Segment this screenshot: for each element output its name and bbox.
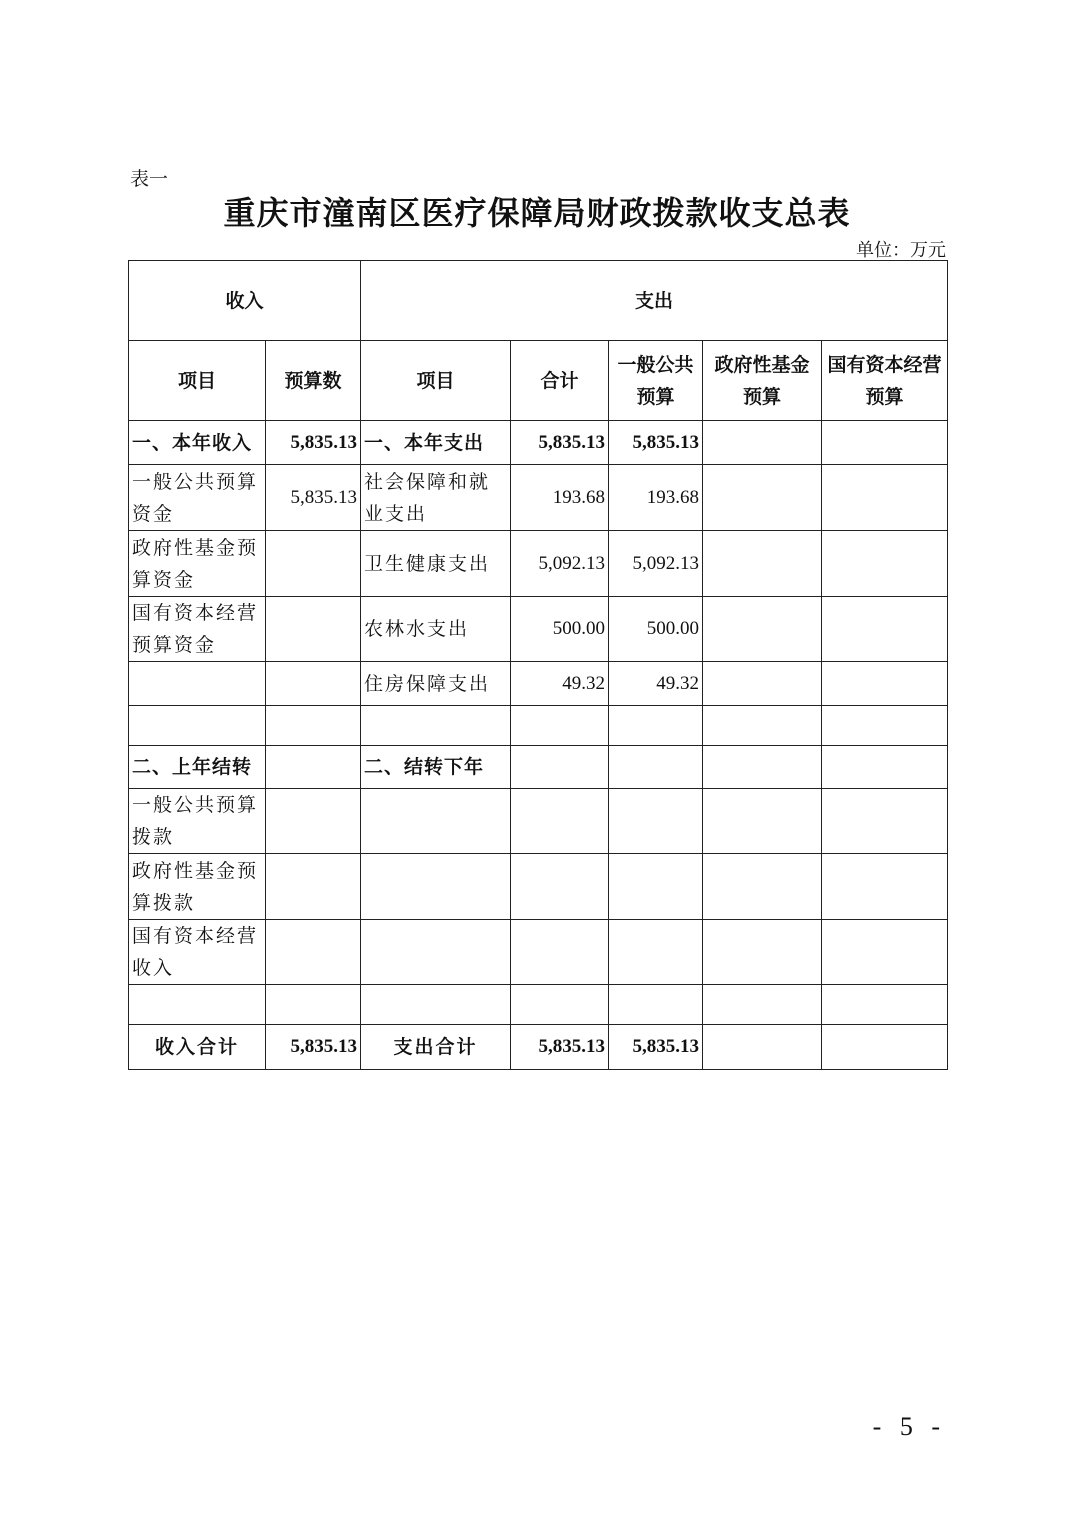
fund-budget	[703, 465, 822, 531]
table-label: 表一	[130, 168, 169, 190]
expense-item	[361, 920, 511, 985]
income-item: 一般公共预算资金	[129, 465, 266, 531]
general-budget: 500.00	[609, 597, 703, 662]
page-number: - 5 -	[872, 1412, 946, 1441]
income-amount	[266, 854, 361, 920]
general-budget	[609, 746, 703, 789]
column-header: 预算数	[266, 341, 361, 421]
income-amount	[266, 789, 361, 854]
general-budget	[609, 985, 703, 1025]
general-budget: 49.32	[609, 662, 703, 706]
income-item: 国有资本经营预算资金	[129, 597, 266, 662]
unit-label: 单位：万元	[856, 240, 946, 261]
expense-total	[511, 854, 609, 920]
income-amount	[266, 662, 361, 706]
expense-total-label: 支出合计	[361, 1025, 511, 1070]
state-capital-budget	[822, 746, 948, 789]
expense-item: 社会保障和就业支出	[361, 465, 511, 531]
expense-total	[511, 789, 609, 854]
table-row	[129, 597, 948, 662]
expense-total: 193.68	[511, 465, 609, 531]
expense-item: 二、结转下年	[361, 746, 511, 789]
income-item	[129, 985, 266, 1025]
table-row	[129, 854, 948, 920]
income-item: 国有资本经营收入	[129, 920, 266, 985]
general-budget: 193.68	[609, 465, 703, 531]
expense-total: 500.00	[511, 597, 609, 662]
expense-total	[511, 920, 609, 985]
expense-total	[511, 706, 609, 746]
general-budget-total: 5,835.13	[609, 1025, 703, 1070]
column-header: 一般公共预算	[609, 341, 703, 421]
state-capital-budget	[822, 662, 948, 706]
general-budget	[609, 706, 703, 746]
fund-budget	[703, 597, 822, 662]
fund-budget	[703, 421, 822, 465]
table-row	[129, 746, 948, 789]
expense-total: 5,835.13	[511, 421, 609, 465]
income-amount	[266, 746, 361, 789]
fund-budget	[703, 854, 822, 920]
income-item: 一般公共预算拨款	[129, 789, 266, 854]
header-row-columns	[129, 341, 948, 421]
document-title: 重庆市潼南区医疗保障局财政拨款收支总表	[223, 194, 851, 232]
general-budget	[609, 854, 703, 920]
state-capital-budget	[822, 706, 948, 746]
state-capital-budget	[822, 421, 948, 465]
fund-budget	[703, 789, 822, 854]
expense-item: 卫生健康支出	[361, 531, 511, 597]
state-capital-budget	[822, 985, 948, 1025]
expense-total: 49.32	[511, 662, 609, 706]
table-row	[129, 789, 948, 854]
expense-total-amount: 5,835.13	[511, 1025, 609, 1070]
expense-item: 一、本年支出	[361, 421, 511, 465]
expense-item	[361, 706, 511, 746]
fund-budget	[703, 746, 822, 789]
column-header: 项目	[361, 341, 511, 421]
column-header: 合计	[511, 341, 609, 421]
expense-total	[511, 746, 609, 789]
income-item	[129, 662, 266, 706]
income-amount	[266, 985, 361, 1025]
income-item	[129, 706, 266, 746]
table-row	[129, 985, 948, 1025]
state-capital-budget-total	[822, 1025, 948, 1070]
income-amount	[266, 706, 361, 746]
income-amount	[266, 597, 361, 662]
general-budget	[609, 920, 703, 985]
column-header: 国有资本经营预算	[822, 341, 948, 421]
income-amount	[266, 531, 361, 597]
income-amount: 5,835.13	[266, 465, 361, 531]
income-total-amount: 5,835.13	[266, 1025, 361, 1070]
expense-header: 支出	[361, 261, 948, 341]
state-capital-budget	[822, 531, 948, 597]
expense-total	[511, 985, 609, 1025]
state-capital-budget	[822, 920, 948, 985]
fund-budget	[703, 662, 822, 706]
expense-item: 农林水支出	[361, 597, 511, 662]
income-item: 一、本年收入	[129, 421, 266, 465]
state-capital-budget	[822, 789, 948, 854]
state-capital-budget	[822, 597, 948, 662]
table-row	[129, 421, 948, 465]
state-capital-budget	[822, 854, 948, 920]
income-amount	[266, 920, 361, 985]
table-row	[129, 706, 948, 746]
header-row-top	[129, 261, 948, 341]
fund-budget	[703, 985, 822, 1025]
fund-budget-total	[703, 1025, 822, 1070]
budget-table	[128, 260, 948, 1070]
income-item: 政府性基金预算资金	[129, 531, 266, 597]
expense-item	[361, 789, 511, 854]
income-item: 政府性基金预算拨款	[129, 854, 266, 920]
table-row	[129, 465, 948, 531]
expense-item	[361, 985, 511, 1025]
fund-budget	[703, 706, 822, 746]
column-header: 政府性基金预算	[703, 341, 822, 421]
expense-item: 住房保障支出	[361, 662, 511, 706]
general-budget	[609, 789, 703, 854]
table-row	[129, 531, 948, 597]
income-total-label: 收入合计	[129, 1025, 266, 1070]
fund-budget	[703, 920, 822, 985]
income-amount: 5,835.13	[266, 421, 361, 465]
expense-item	[361, 854, 511, 920]
column-header: 项目	[129, 341, 266, 421]
table-row	[129, 662, 948, 706]
income-header: 收入	[129, 261, 361, 341]
totals-row	[129, 1025, 948, 1070]
general-budget: 5,835.13	[609, 421, 703, 465]
fund-budget	[703, 531, 822, 597]
state-capital-budget	[822, 465, 948, 531]
general-budget: 5,092.13	[609, 531, 703, 597]
expense-total: 5,092.13	[511, 531, 609, 597]
table-row	[129, 920, 948, 985]
income-item: 二、上年结转	[129, 746, 266, 789]
